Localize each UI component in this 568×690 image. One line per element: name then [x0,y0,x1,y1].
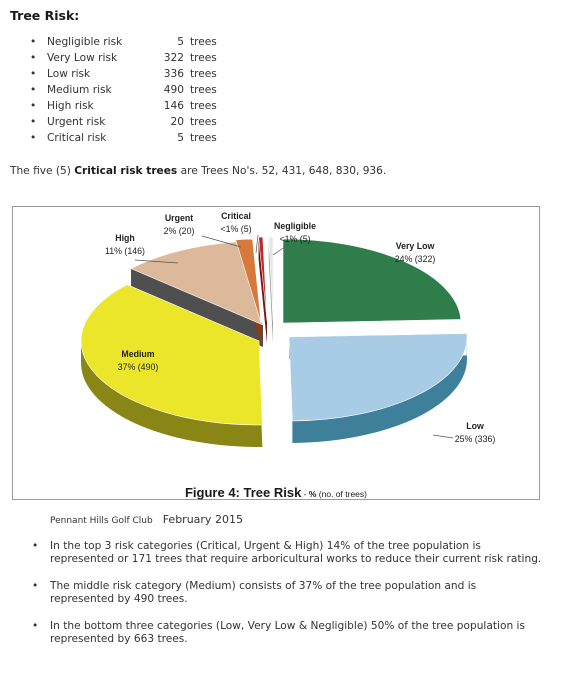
risk-name: Very Low risk [47,52,118,64]
pie-tops [81,237,467,425]
note-text: In the top 3 risk categories (Critical, Urgent & High) 14% of the tree population is represented or 171 trees that require arboricultural works to reduce their current risk rating. [50,540,542,565]
section-title: Tree Risk: [10,8,80,23]
note-text: In the bottom three categories (Low, Very Low & Negligible) 50% of the tree population is represented by 663 trees. [50,620,525,645]
slice-label: Very Low [395,241,435,251]
risk-name: Low risk [47,68,91,80]
figure-caption-sub [301,489,367,499]
slice-value-label: 25% (336) [454,434,496,444]
risk-name: Urgent risk [47,116,106,128]
pie-slice [269,237,273,321]
bullet-icon: • [30,68,37,80]
list-item [30,580,542,606]
slice-value-label: 2% (20) [163,226,195,236]
slice-value-label: 11% (146) [105,246,145,256]
risk-count: 5 [177,132,184,144]
note-text: The middle risk category (Medium) consists of 37% of the tree population and is represented by 490 trees. [50,580,477,605]
slice-value-label: 24% (322) [394,254,436,264]
bullet-icon: • [30,84,37,96]
footer [50,513,243,526]
bullet-icon: • [32,620,39,632]
list-item [30,540,542,566]
risk-unit: trees [190,68,217,80]
risk-unit: trees [190,36,217,48]
slice-label: Medium [121,349,155,359]
risk-unit: trees [190,84,217,96]
footer-club: Pennant Hills Golf Club [50,516,153,526]
risk-unit: trees [190,52,217,64]
critical-sentence-bold: Critical risk trees [74,165,178,177]
risk-count: 336 [163,68,184,80]
critical-sentence-suffix: are Trees No's. 52, 431, 648, 830, 936. [177,165,387,177]
critical-trees-sentence [10,165,386,177]
figure-caption [13,485,539,500]
figure-caption-sub-prefix: - [301,489,309,499]
figure-caption-sub-rest: (no. of trees) [316,489,367,499]
bullet-icon: • [32,580,39,592]
list-item [30,620,542,646]
slice-label: High [115,233,135,243]
figure-box [12,206,540,500]
bullet-icon: • [30,116,37,128]
slice-label: Urgent [164,213,194,223]
bullet-icon: • [32,540,39,552]
bullet-icon: • [30,100,37,112]
risk-unit: trees [190,116,217,128]
critical-sentence-prefix: The five (5) [10,165,75,177]
slice-label: Negligible [273,221,317,231]
risk-count: 20 [170,116,184,128]
slice-value-label: <1% (5) [220,224,252,234]
leader-line [433,435,453,438]
figure-caption-main: Figure 4: Tree Risk [184,485,302,500]
risk-name: Medium risk [47,84,112,96]
slice-value-label: <1% (5) [279,234,311,244]
footer-date: February 2015 [162,513,243,526]
risk-count: 5 [177,36,184,48]
figure-caption-sub-bold: % [308,489,317,499]
slice-label: Critical [221,211,251,221]
pie-chart [13,207,539,499]
leader-line [256,235,258,253]
risk-count: 322 [163,52,184,64]
risk-name: High risk [47,100,94,112]
pie-slice [283,239,461,323]
risk-name: Critical risk [47,132,107,144]
risk-unit: trees [190,132,217,144]
slice-value-label: 37% (490) [117,362,159,372]
risk-unit: trees [190,100,217,112]
pie-slice [289,333,467,421]
notes-list [30,540,542,660]
bullet-icon: • [30,52,37,64]
risk-count: 490 [163,84,184,96]
bullet-icon: • [30,36,37,48]
bullet-icon: • [30,132,37,144]
risk-name: Negligible risk [47,36,123,48]
risk-count: 146 [163,100,184,112]
slice-label: Low [466,421,484,431]
